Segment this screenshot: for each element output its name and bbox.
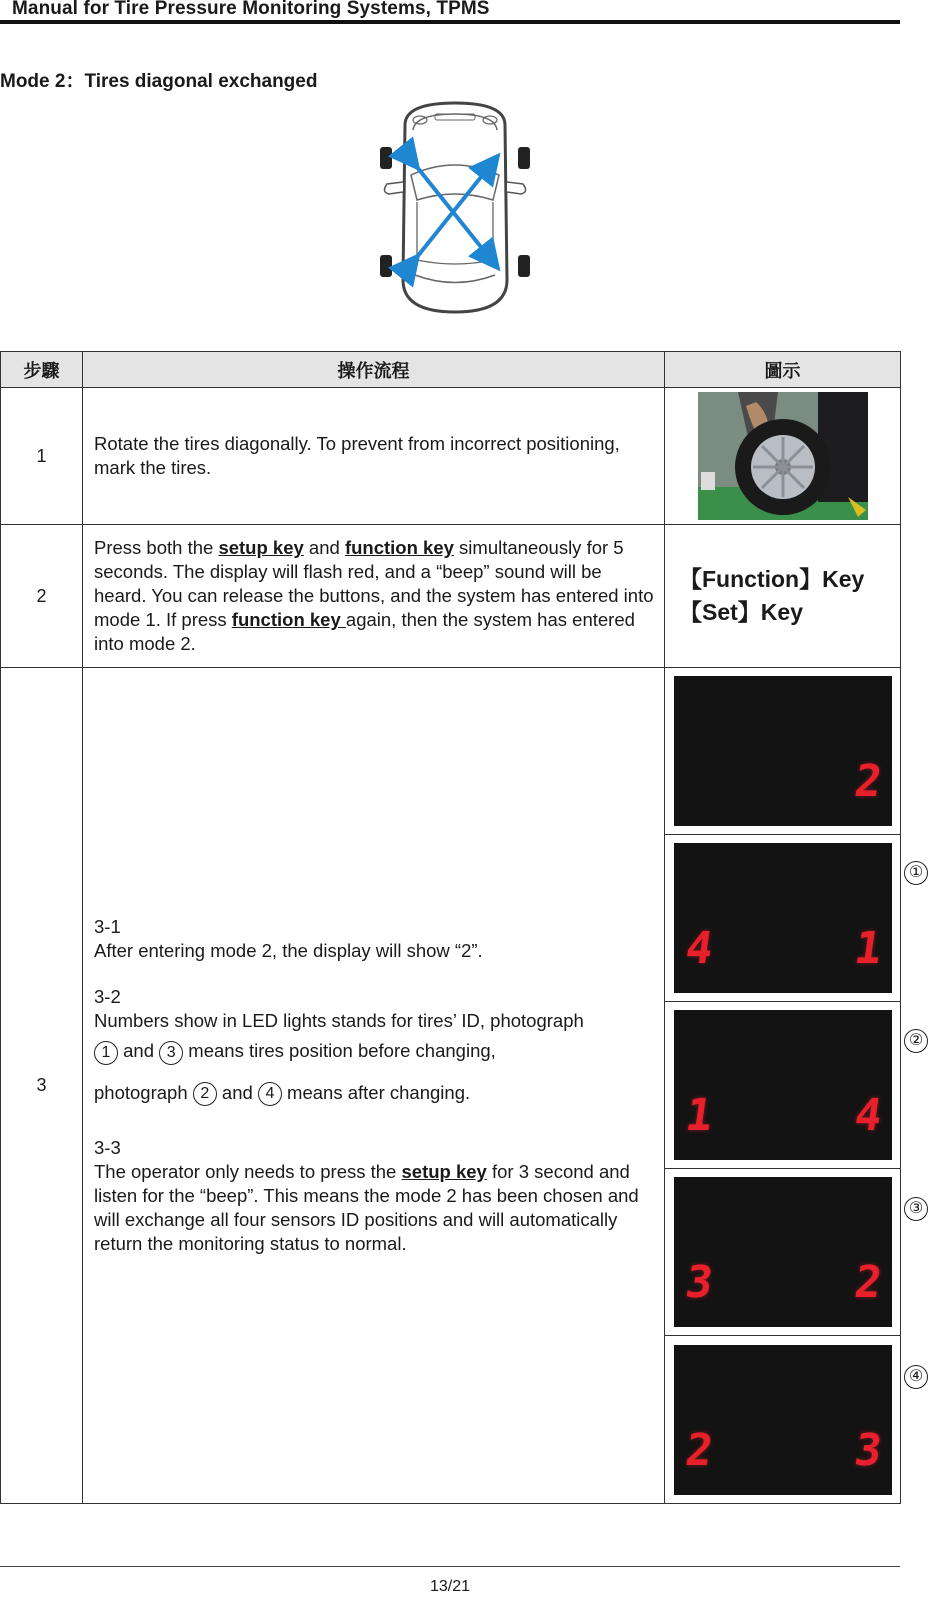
led-frame: [665, 1336, 900, 1503]
led-display: [674, 1345, 892, 1495]
led-digit-left: 2: [681, 1424, 716, 1476]
table-row: [1, 668, 901, 1504]
table-header-row: [1, 352, 901, 388]
tire-rotation-photo: [698, 392, 868, 520]
car-diagonal-diagram: [375, 100, 535, 322]
step-number: 1: [1, 388, 83, 525]
circled-number: 4: [258, 1082, 282, 1106]
text-segment: simultaneously for 5 seconds. The display will flash red, and a “beep” sound will be heard. You can release the buttons, and the system has entered into mode 1. If press: [94, 537, 654, 630]
text-segment: and: [118, 1040, 160, 1062]
led-display: [674, 676, 892, 826]
header-step: 步驟: [1, 352, 83, 388]
side-marker-1: ①: [904, 861, 928, 885]
sub-step-heading: 3-1: [94, 916, 121, 938]
setup-key-term: setup key: [401, 1160, 487, 1182]
sub-step-text: [94, 1161, 639, 1254]
key-labels: [665, 525, 901, 668]
header-rule: [0, 20, 900, 24]
text-segment: and: [303, 537, 345, 558]
text-segment: photograph: [94, 1081, 193, 1103]
led-digit-right: 3: [851, 1424, 886, 1476]
sub-step-text: Numbers show in LED lights stands for tires’ ID, photograph: [94, 1010, 584, 1032]
footer-rule: [0, 1566, 900, 1567]
led-digit-left: 1: [681, 1090, 716, 1141]
side-marker-4: ④: [904, 1365, 928, 1389]
circled-number: 1: [94, 1041, 118, 1065]
step-number: 2: [1, 525, 83, 668]
side-marker-2: ②: [904, 1029, 928, 1053]
sub-step-heading: 3-2: [94, 986, 121, 1008]
led-display-cell: [665, 668, 901, 1504]
circled-number: 3: [159, 1041, 183, 1065]
text-segment: for 3 second and listen for the “beep”. This means the mode 2 has been chosen and will exchange all four sensors ID positions and will automatically return the monitoring status to normal.: [94, 1160, 639, 1254]
led-digit-right: 4: [851, 1090, 886, 1141]
led-digit-right: 1: [851, 923, 886, 974]
step-description: Rotate the tires diagonally. To prevent from incorrect positioning, mark the tires.: [83, 388, 665, 525]
led-digit-left: 4: [681, 923, 716, 974]
sub-step-text: After entering mode 2, the display will show “2”.: [94, 940, 483, 962]
step-description: [83, 525, 665, 668]
page-number: 13/21: [429, 1578, 471, 1595]
header-figure: 圖示: [665, 352, 901, 388]
circled-number: 2: [193, 1082, 217, 1106]
section-title: Mode 2：Tires diagonal exchanged: [0, 71, 318, 92]
function-key-term: function key: [231, 609, 346, 630]
led-display: [674, 1010, 892, 1160]
function-key-term: function key: [344, 537, 454, 558]
text-segment: Press both the: [94, 537, 219, 558]
led-digit-left: 3: [681, 1257, 716, 1308]
led-digit-right: 2: [851, 756, 886, 807]
text-segment: means after changing.: [281, 1081, 471, 1103]
header-procedure: 操作流程: [83, 352, 665, 388]
sub-step-heading: 3-3: [94, 1136, 121, 1158]
led-display: [674, 843, 892, 993]
table-row: [1, 525, 901, 668]
tire-photo-cell: [665, 388, 901, 525]
side-marker-3: ③: [904, 1197, 928, 1221]
sub-step-text: [94, 1081, 656, 1106]
text-segment: and: [216, 1081, 258, 1103]
led-frame: [665, 1002, 900, 1169]
text-segment: The operator only needs to press the: [94, 1160, 402, 1182]
step-number: 3: [1, 668, 83, 1504]
text-segment: means tires position before changing,: [183, 1040, 496, 1062]
procedure-table: [0, 351, 901, 1504]
led-frame: [665, 835, 900, 1002]
document-header-title: Manual for Tire Pressure Monitoring Systems, TPMS: [12, 0, 490, 19]
led-frame: [665, 1169, 900, 1336]
sub-step-text: [94, 1039, 656, 1064]
led-frame: [665, 668, 900, 835]
setup-key-term: setup key: [218, 537, 304, 558]
led-digit-right: 2: [851, 1257, 886, 1308]
set-key-label: 【Set】Key: [679, 599, 803, 625]
led-display: [674, 1177, 892, 1327]
step-description: [83, 668, 665, 1504]
function-key-label: 【Function】Key: [679, 566, 865, 592]
table-row: [1, 388, 901, 525]
text-segment: again, then the system has entered into mode 2.: [94, 609, 635, 654]
